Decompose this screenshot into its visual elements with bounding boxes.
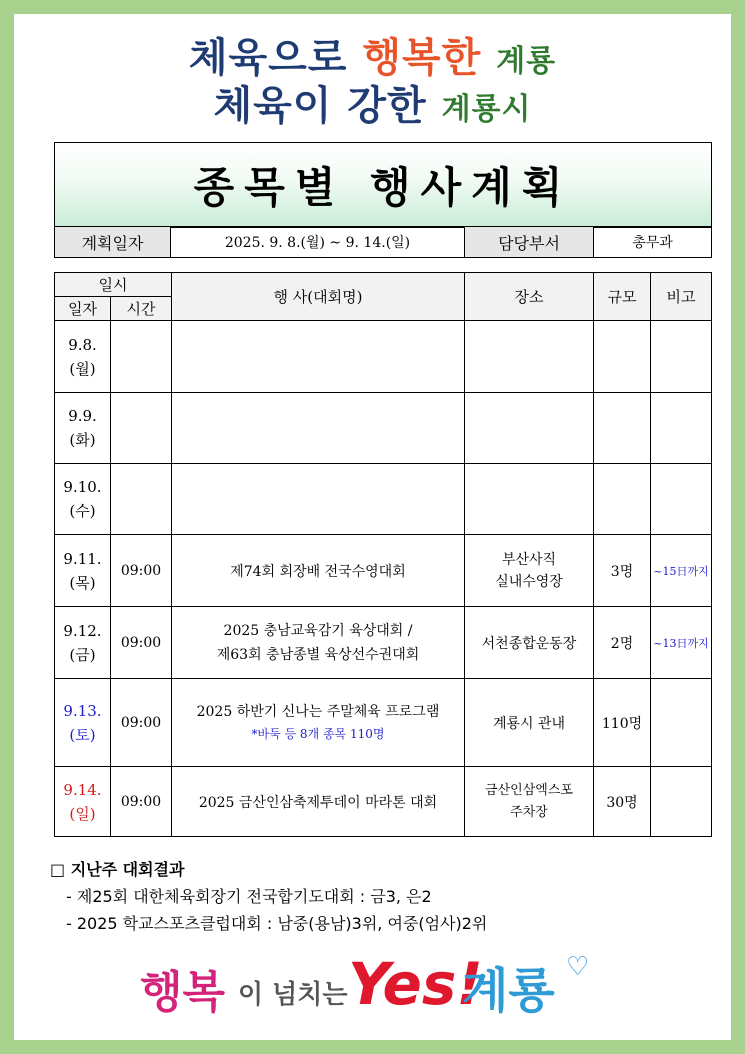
row-scale	[594, 393, 651, 464]
row-event	[172, 393, 465, 464]
row-note: ~15日까지	[651, 535, 712, 607]
table-row	[55, 464, 712, 535]
row-date: 9.9. (화)	[55, 393, 111, 464]
row-note	[651, 464, 712, 535]
row-note	[651, 767, 712, 837]
row-event: 2025 하반기 신나는 주말체육 프로그램 *바둑 등 8개 종목 110명	[172, 679, 465, 767]
table-row	[55, 679, 712, 767]
row-note: ~13日까지	[651, 607, 712, 679]
results-item: - 2025 학교스포츠클럽대회 : 남중(용남)3위, 여중(엄사)2위	[66, 914, 488, 933]
row-time	[111, 321, 172, 393]
row-time	[111, 464, 172, 535]
row-venue	[465, 393, 594, 464]
plan-date-value: 2025. 9. 8.(월) ~ 9. 14.(일)	[171, 227, 465, 258]
row-date: 9.13. (토)	[55, 679, 111, 767]
heart-icon: ♡	[566, 952, 590, 982]
row-scale	[594, 464, 651, 535]
row-scale: 2명	[594, 607, 651, 679]
header-note: 비고	[651, 273, 712, 321]
row-venue	[465, 321, 594, 393]
row-scale: 3명	[594, 535, 651, 607]
plan-date-label: 계획일자	[55, 227, 171, 258]
row-scale: 30명	[594, 767, 651, 837]
row-scale: 110명	[594, 679, 651, 767]
row-venue: 계룡시 관내	[465, 679, 594, 767]
header-date: 일자	[55, 297, 111, 321]
slogan-line-2: 체육이 강한 계룡시	[213, 83, 532, 129]
header-scale: 규모	[594, 273, 651, 321]
results-heading: □ 지난주 대회결과	[50, 860, 185, 879]
row-time	[111, 393, 172, 464]
row-time: 09:00	[111, 767, 172, 837]
row-time: 09:00	[111, 607, 172, 679]
row-note	[651, 393, 712, 464]
row-event: 제74회 회장배 전국수영대회	[172, 535, 465, 607]
row-event: 2025 금산인삼축제투데이 마라톤 대회	[172, 767, 465, 837]
document-title-box	[54, 142, 712, 228]
row-date: 9.11. (목)	[55, 535, 111, 607]
row-venue: 서천종합운동장	[465, 607, 594, 679]
slogan-line-1: 체육으로 행복한 계룡	[188, 35, 557, 81]
row-venue	[465, 464, 594, 535]
row-note	[651, 679, 712, 767]
header-time: 시간	[111, 297, 172, 321]
table-row	[55, 767, 712, 837]
row-scale	[594, 321, 651, 393]
schedule-table	[54, 272, 712, 837]
row-event	[172, 321, 465, 393]
table-row	[55, 607, 712, 679]
table-row	[55, 393, 712, 464]
info-table	[54, 226, 712, 258]
row-time: 09:00	[111, 535, 172, 607]
row-date: 9.14. (일)	[55, 767, 111, 837]
table-row	[55, 321, 712, 393]
row-event	[172, 464, 465, 535]
last-week-results	[50, 856, 487, 937]
header-datetime: 일시	[55, 273, 172, 297]
header-venue: 장소	[465, 273, 594, 321]
table-row	[55, 535, 712, 607]
row-date: 9.8. (월)	[55, 321, 111, 393]
row-venue: 금산인삼엑스포 주차장	[465, 767, 594, 837]
row-date: 9.10. (수)	[55, 464, 111, 535]
header-event: 행 사(대회명)	[172, 273, 465, 321]
row-event: 2025 충남교육감기 육상대회 / 제63회 충남종별 육상선수권대회	[172, 607, 465, 679]
row-venue: 부산사직 실내수영장	[465, 535, 594, 607]
dept-value: 총무과	[594, 227, 712, 258]
document-title: 종목별 행사계획	[193, 163, 573, 212]
row-note	[651, 321, 712, 393]
row-time: 09:00	[111, 679, 172, 767]
results-item: - 제25회 대한체육회장기 전국합기도대회 : 금3, 은2	[66, 887, 432, 906]
row-date: 9.12. (금)	[55, 607, 111, 679]
gyeryong-logo: 행복 이 넘치는 Yes! 계룡 ♡	[140, 950, 590, 1019]
dept-label: 담당부서	[465, 227, 594, 258]
